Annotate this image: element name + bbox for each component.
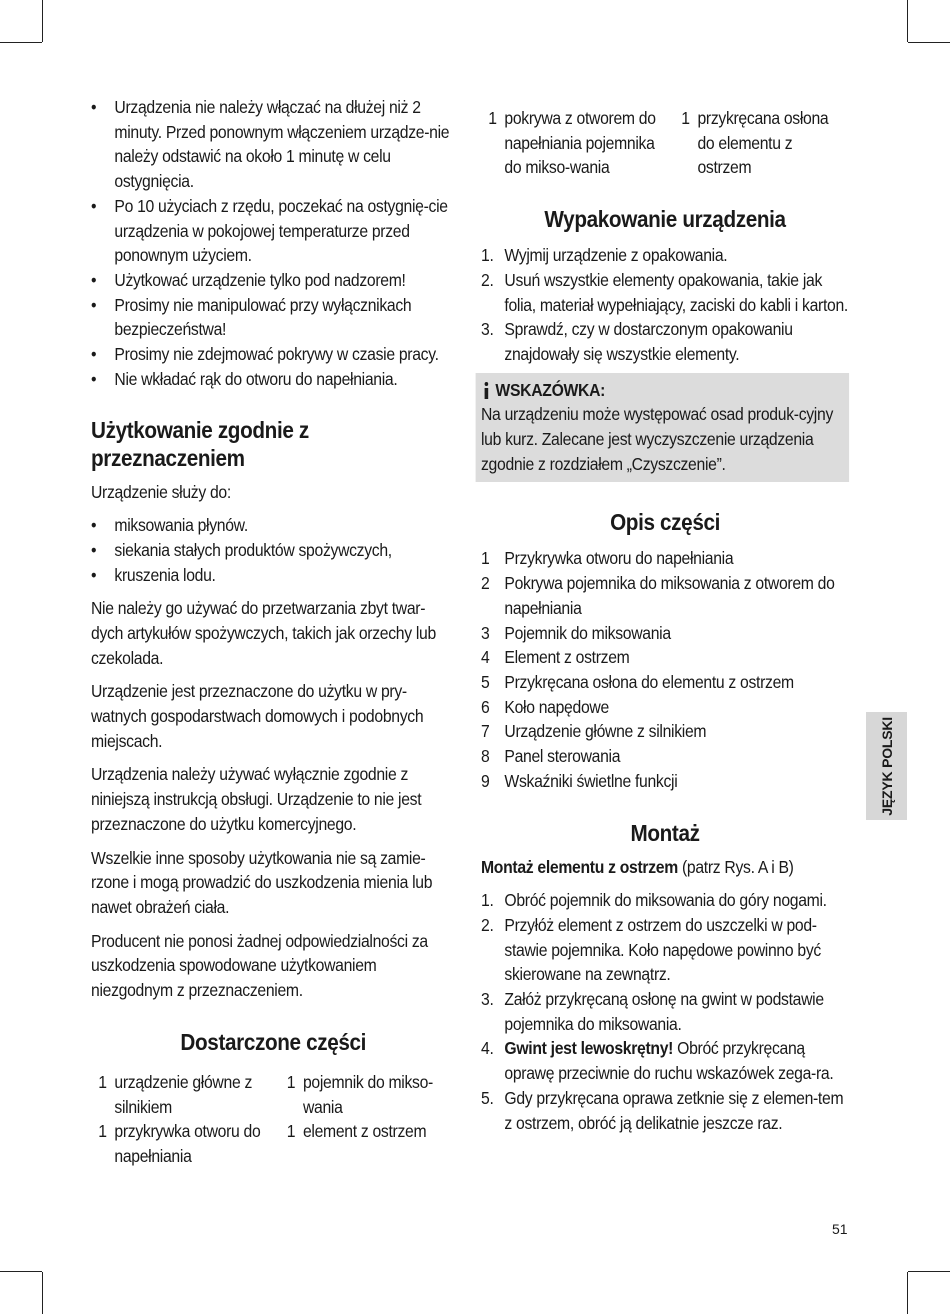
list-item <box>481 106 656 180</box>
paragraph: Urządzenia należy używać wyłącznie zgodnie z niniejszą instrukcją obsługi. Urządzenie to nie jest przeznaczone do użytku komercyjnego. <box>91 764 422 834</box>
part-name: urządzenie główne z silnikiem <box>114 1071 253 1117</box>
list-item <box>481 645 849 670</box>
list-item: • Urządzenia nie należy włączać na dłużej niż 2 minuty. Przed ponownym włączeniem urządze-nie należy odstawić na około 1 minutę w celu ostygnięcia. <box>91 95 456 194</box>
parts-description-list <box>481 546 849 793</box>
crop-mark <box>0 42 42 43</box>
list-item <box>481 744 849 769</box>
part-quantity: 1 <box>488 108 497 128</box>
assembly-subheading-bold: Montaż elementu z ostrzem <box>481 857 678 878</box>
part-number: 8 <box>481 746 490 767</box>
list-item: • Użytkować urządzenie tylko pod nadzorem! <box>91 268 456 293</box>
step-text: Sprawdź, czy w dostarczonym opakowaniu znajdowały się wszystkie elementy. <box>504 319 793 364</box>
step-number: 5. <box>481 1087 494 1108</box>
list-item <box>481 769 849 794</box>
part-name: Panel sterowania <box>504 746 621 767</box>
tip-title-text: WSKAZÓWKA: <box>495 379 606 400</box>
step-number: 1. <box>481 890 494 911</box>
unpacking-steps <box>481 243 849 367</box>
right-column <box>481 106 849 1135</box>
left-column <box>91 95 456 1169</box>
part-number: 4 <box>481 647 490 668</box>
list-item <box>481 719 849 744</box>
list-item <box>481 888 849 913</box>
step-number: 3. <box>481 988 494 1009</box>
part-quantity: 1 <box>681 108 690 128</box>
part-name: przykręcana osłona do elementu z ostrzem <box>697 108 829 178</box>
info-icon <box>481 381 492 399</box>
paragraph: Urządzenie jest przeznaczone do użytku w pry-watnych gospodarstwach domowych i podobnych miejscach. <box>91 681 424 751</box>
part-name: pokrywa z otworem do napełniania pojemnika do mikso-wania <box>504 108 656 178</box>
supplied-parts-list <box>91 1070 456 1169</box>
list-item <box>481 317 849 366</box>
list-item: • kruszenia lodu. <box>91 563 456 588</box>
part-name: Wskaźniki świetlne funkcji <box>504 770 678 791</box>
section-heading-assembly: Montaż <box>630 820 700 847</box>
intended-use-list <box>91 513 456 587</box>
crop-mark <box>42 0 43 42</box>
section-heading-intended-use: Użytkowanie zgodnie z przeznaczeniem <box>91 417 309 472</box>
crop-mark <box>0 1271 42 1272</box>
part-number: 3 <box>481 622 490 643</box>
assembly-steps <box>481 888 849 1135</box>
part-number: 1 <box>481 548 490 569</box>
part-number: 6 <box>481 696 490 717</box>
list-item <box>481 546 849 571</box>
language-tab-label: JĘZYK POLSKI <box>878 716 895 816</box>
part-name: przykrywka otworu do napełniania <box>114 1121 261 1166</box>
paragraph: Wszelkie inne sposoby użytkowania nie są zamie-rzone i mogą prowadzić do uszkodzenia mienia lub nawet obrażeń ciała. <box>91 847 433 917</box>
part-quantity: 1 <box>286 1071 296 1092</box>
assembly-subheading <box>481 855 849 880</box>
step-text: Obróć przykręcaną oprawę przeciwnie do ruchu wskazówek zega-ra. <box>504 1038 834 1084</box>
list-item <box>481 695 849 720</box>
list-item <box>280 1119 456 1168</box>
step-text: Przyłóż element z ostrzem do uszczelki w pod-stawie pojemnika. Koło napędowe powinno być skierowane na zewnątrz. <box>504 914 821 985</box>
part-quantity: 1 <box>98 1121 107 1142</box>
part-name: Przykręcana osłona do elementu z ostrzem <box>504 671 794 692</box>
part-name: Pojemnik do miksowania <box>504 622 671 643</box>
section-heading-supplied-parts: Dostarczone części <box>180 1028 367 1055</box>
part-quantity: 1 <box>286 1121 296 1142</box>
step-text: Usuń wszystkie elementy opakowania, takie jak folia, materiał wypełniający, zaciski do kabli i karton. <box>504 269 849 315</box>
crop-mark <box>908 1271 950 1272</box>
part-name: pojemnik do mikso-wania <box>302 1071 433 1117</box>
list-item <box>91 1119 267 1168</box>
list-item: • Po 10 użyciach z rzędu, poczekać na ostygnię-cie urządzenia w pokojowej temperaturze przed ponownym użyciem. <box>91 194 456 268</box>
safety-list <box>91 95 456 391</box>
list-item <box>481 243 849 268</box>
list-item <box>481 913 849 987</box>
list-item: • Prosimy nie manipulować przy wyłącznikach bezpieczeństwa! <box>91 293 456 342</box>
list-item <box>481 571 849 620</box>
page-number: 51 <box>832 1221 848 1237</box>
language-tab <box>866 712 907 820</box>
list-item <box>91 1070 267 1119</box>
list-item <box>674 106 849 180</box>
crop-mark <box>907 1272 908 1314</box>
tip-title <box>481 378 842 403</box>
list-item <box>280 1070 456 1119</box>
step-number: 4. <box>481 1038 494 1059</box>
part-number: 7 <box>481 721 490 742</box>
supplied-parts-list-continued <box>481 106 849 180</box>
step-text: Gdy przykręcana oprawa zetknie się z elemen-tem z ostrzem, obróć ją delikatnie jeszcze raz. <box>504 1087 844 1133</box>
step-text: Załóż przykręcaną osłonę na gwint w podstawie pojemnika do miksowania. <box>504 988 824 1034</box>
crop-mark <box>907 0 908 42</box>
crop-mark <box>42 1272 43 1314</box>
part-name: Urządzenie główne z silnikiem <box>504 721 707 742</box>
part-number: 9 <box>481 770 490 791</box>
tip-text: Na urządzeniu może występować osad produk-cyjny lub kurz. Zalecane jest wyczyszczenie urządzenia zgodnie z rozdziałem „Czyszczenie”. <box>481 404 833 474</box>
tip-box <box>476 373 849 483</box>
part-name: Element z ostrzem <box>504 647 630 668</box>
step-number: 1. <box>481 245 494 266</box>
step-text: Wyjmij urządzenie z opakowania. <box>504 245 728 266</box>
section-heading-unpacking: Wypakowanie urządzenia <box>544 206 786 233</box>
part-name: element z ostrzem <box>302 1121 427 1142</box>
list-item: • siekania stałych produktów spożywczych, <box>91 538 456 563</box>
intended-use-intro: Urządzenie służy do: <box>91 482 231 503</box>
list-item <box>481 1036 849 1085</box>
list-item <box>481 987 849 1036</box>
list-item: • Nie wkładać rąk do otworu do napełniania. <box>91 367 456 392</box>
list-item: • miksowania płynów. <box>91 513 456 538</box>
list-item <box>481 670 849 695</box>
list-item <box>481 268 849 317</box>
list-item: • Prosimy nie zdejmować pokrywy w czasie pracy. <box>91 342 456 367</box>
crop-mark <box>908 42 950 43</box>
list-item <box>481 621 849 646</box>
part-number: 5 <box>481 671 490 692</box>
part-quantity: 1 <box>98 1071 107 1092</box>
step-emphasis: Gwint jest lewoskrętny! <box>504 1038 674 1059</box>
section-heading-parts-description: Opis części <box>610 509 721 536</box>
step-number: 2. <box>481 269 494 290</box>
part-name: Pokrywa pojemnika do miksowania z otworem do napełniania <box>504 573 835 618</box>
assembly-subheading-rest: (patrz Rys. A i B) <box>677 857 794 878</box>
step-text: Obróć pojemnik do miksowania do góry nogami. <box>504 890 827 911</box>
step-number: 2. <box>481 914 494 935</box>
part-name: Przykrywka otworu do napełniania <box>504 548 734 569</box>
part-name: Koło napędowe <box>504 696 609 717</box>
paragraph: Nie należy go używać do przetwarzania zbyt twar-dych artykułów spożywczych, takich jak orzechy lub czekolada. <box>91 598 436 668</box>
part-number: 2 <box>481 573 490 594</box>
step-number: 3. <box>481 319 494 340</box>
list-item <box>481 1086 849 1135</box>
paragraph: Producent nie ponosi żadnej odpowiedzialności za uszkodzenia spowodowane użytkowaniem niezgodnym z przeznaczeniem. <box>91 930 428 1001</box>
